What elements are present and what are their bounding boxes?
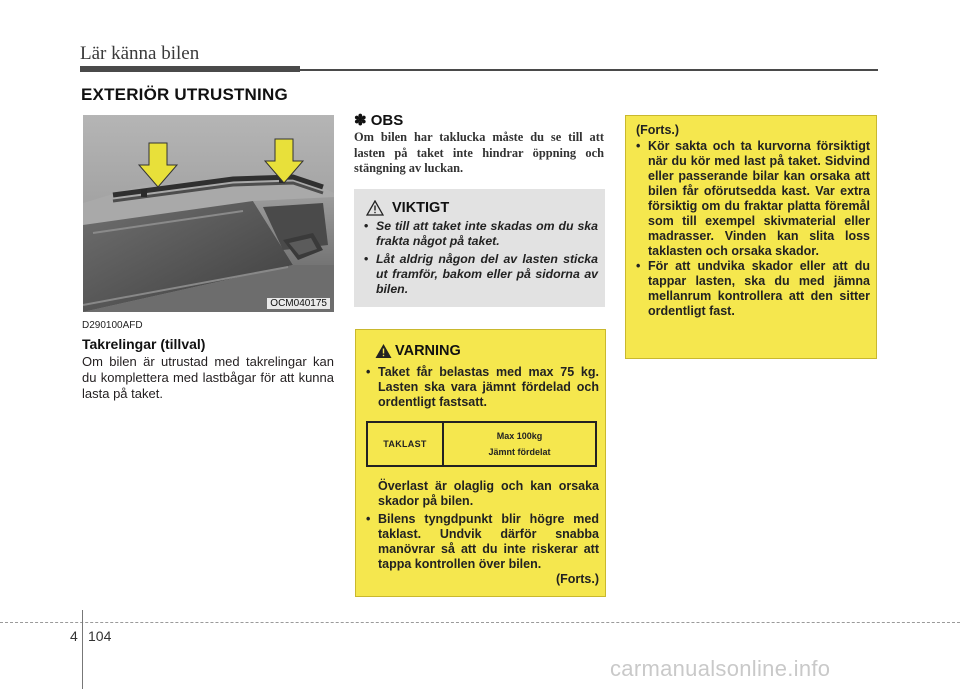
varning-list [366,365,599,410]
roof-rails-photo [83,115,334,312]
list-item: • Låt aldrig någon del av lasten sticka ut framför, bakom eller på sidorna av bilen. [364,252,598,296]
list-item: • För att undvika skador eller att du tappar lasten, ska du med jämna mellanrum kontrollera att den sitter ordentligt fast. [636,259,870,318]
section-title: EXTERIÖR UTRUSTNING [81,85,288,104]
list-item: • Taket får belastas med max 75 kg. Lasten ska vara jämnt fördelad och ordentligt fastsatt. [366,365,599,409]
varning-continued-notice [625,115,877,359]
list-item [366,479,599,509]
warning-triangle-outline-icon [366,200,384,216]
footer-divider [82,610,83,689]
viktigt-notice [354,189,605,307]
roof-load-label [366,421,597,467]
list-item: • Kör sakta och ta kurvorna försiktigt när du kör med last på taket. Sidvind eller passerande bilar kan orsaka att bilen får oförutsedda kast. Var extra försiktig om du fraktar platta föremål som till exempel skivmaterial eller madrasser. Vinden kan slita loss taklasten och orsaka skador. [636,139,870,258]
continued-list [636,139,870,319]
continued-label: (Forts.) [555,572,599,586]
list-item: • Bilens tyngdpunkt blir högre med taklast. Undvik därför snabba manövrar så att du inte riskerar att tappa kontrollen över bilen. [366,512,599,571]
roof-rails-body: Om bilen är utrustad med takrelingar kan du komplettera med lastbågar för att kunna lasta på taket. [82,354,334,401]
list-item: • Se till att taket inte skadas om du ska frakta något på taket. [364,219,598,248]
header-rule [300,69,878,71]
continued-item-text: Kör sakta och ta kurvorna försiktigt när du kör med last på taket. Sidvind eller passerande bilar kan orsaka att bilen får oförutsedda kast. Var extra försiktig om du fraktar platta föremål som till exempel skivmaterial eller madrasser. Vinden kan slita loss taklasten och orsaka skador. [648,139,870,258]
viktigt-item-text: Låt aldrig någon del av lasten sticka ut framför, bakom eller på sidorna av bilen. [376,252,598,296]
varning-item-text: Bilens tyngdpunkt blir högre med taklast. Undvik därför snabba manövrar så att du inte riskerar att tappa kontrollen över bilen. [378,512,599,571]
varning-list-continued [366,479,599,572]
chapter-number: 4 [70,628,78,644]
viktigt-item-text: Se till att taket inte skadas om du ska frakta något på taket. [376,219,598,248]
continued-item-text: För att undvika skador eller att du tappar lasten, ska du med jämna mellanrum kontrollera att den sitter ordentligt fast. [648,259,870,318]
obs-heading: ✽ OBS [354,112,404,129]
viktigt-title: VIKTIGT [392,200,450,216]
header-bar [80,66,300,72]
viktigt-list [364,219,598,300]
obs-body: Om bilen har taklucka måste du se till att lasten på taket inte hindrar öppning och stängning av luckan. [354,130,604,175]
varning-para-text: Överlast är olaglig och kan orsaka skador på bilen. [378,479,599,508]
label-max-load: Max 100kg [496,431,543,441]
continued-heading: (Forts.) [636,123,680,137]
page-number: 104 [88,628,112,644]
chapter-title: Lär känna bilen [80,43,200,64]
document-code: D290100AFD [82,320,143,331]
car-roof-illustration [83,115,334,312]
label-roof-load: TAKLAST [368,423,444,465]
varning-notice [355,329,606,597]
varning-title: VARNING [395,343,461,359]
varning-item-text: Taket får belastas med max 75 kg. Lasten ska vara jämnt fördelad och ordentligt fastsatt. [378,365,599,409]
label-even-distribution: Jämnt fördelat [488,447,551,457]
label-load-limits [444,423,595,465]
watermark: carmanualsonline.info [610,656,831,681]
warning-triangle-filled-icon [375,343,392,359]
footer-rule [0,622,960,623]
roof-rails-heading: Takrelingar (tillval) [82,336,206,352]
figure-code: OCM040175 [267,298,330,309]
